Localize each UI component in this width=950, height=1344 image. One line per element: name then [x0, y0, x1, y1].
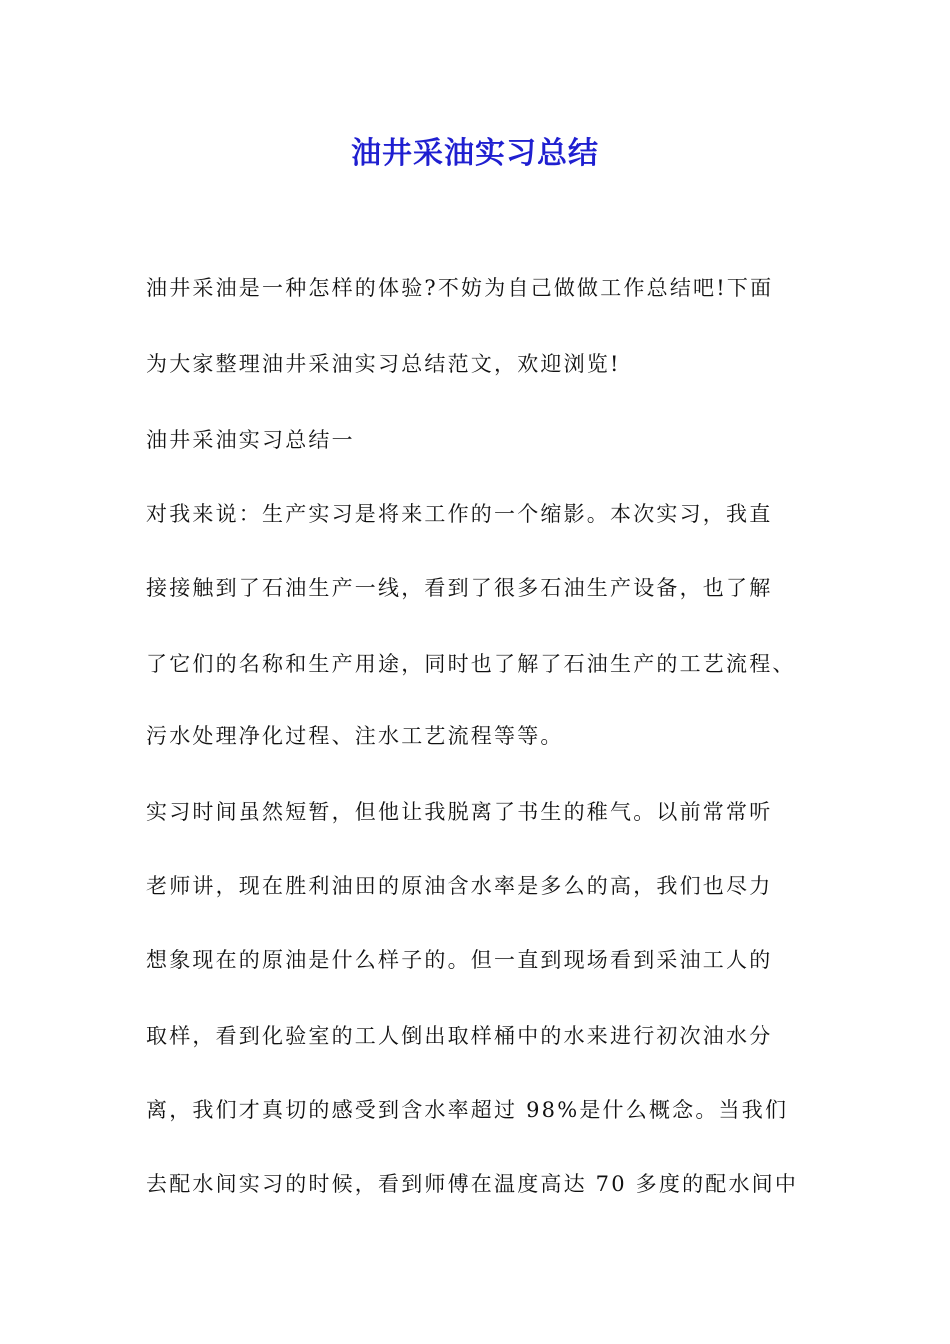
text-line: 取样，看到化验室的工人倒出取样桶中的水来进行初次油水分	[146, 1024, 773, 1048]
text-line: 了它们的名称和生产用途，同时也了解了石油生产的工艺流程、	[146, 652, 796, 676]
text-line: 污水处理净化过程、注水工艺流程等等。	[146, 724, 564, 748]
section-heading: 油井采油实习总结一	[146, 428, 355, 452]
text-line: 对我来说：生产实习是将来工作的一个缩影。本次实习，我直	[146, 502, 773, 526]
text-line: 为大家整理油井采油实习总结范文，欢迎浏览!	[146, 352, 621, 376]
text-line: 实习时间虽然短暂，但他让我脱离了书生的稚气。以前常常听	[146, 800, 773, 824]
text-line: 老师讲，现在胜利油田的原油含水率是多么的高，我们也尽力	[146, 874, 773, 898]
text-line: 离，我们才真切的感受到含水率超过 98%是什么概念。当我们	[146, 1098, 789, 1122]
text-line: 接接触到了石油生产一线，看到了很多石油生产设备，也了解	[146, 576, 773, 600]
text-line: 想象现在的原油是什么样子的。但一直到现场看到采油工人的	[146, 948, 773, 972]
text-line: 去配水间实习的时候，看到师傅在温度高达 70 多度的配水间中	[146, 1172, 799, 1196]
text-line: 油井采油是一种怎样的体验?不妨为自己做做工作总结吧!下面	[146, 276, 774, 300]
document-title: 油井采油实习总结	[351, 136, 599, 171]
